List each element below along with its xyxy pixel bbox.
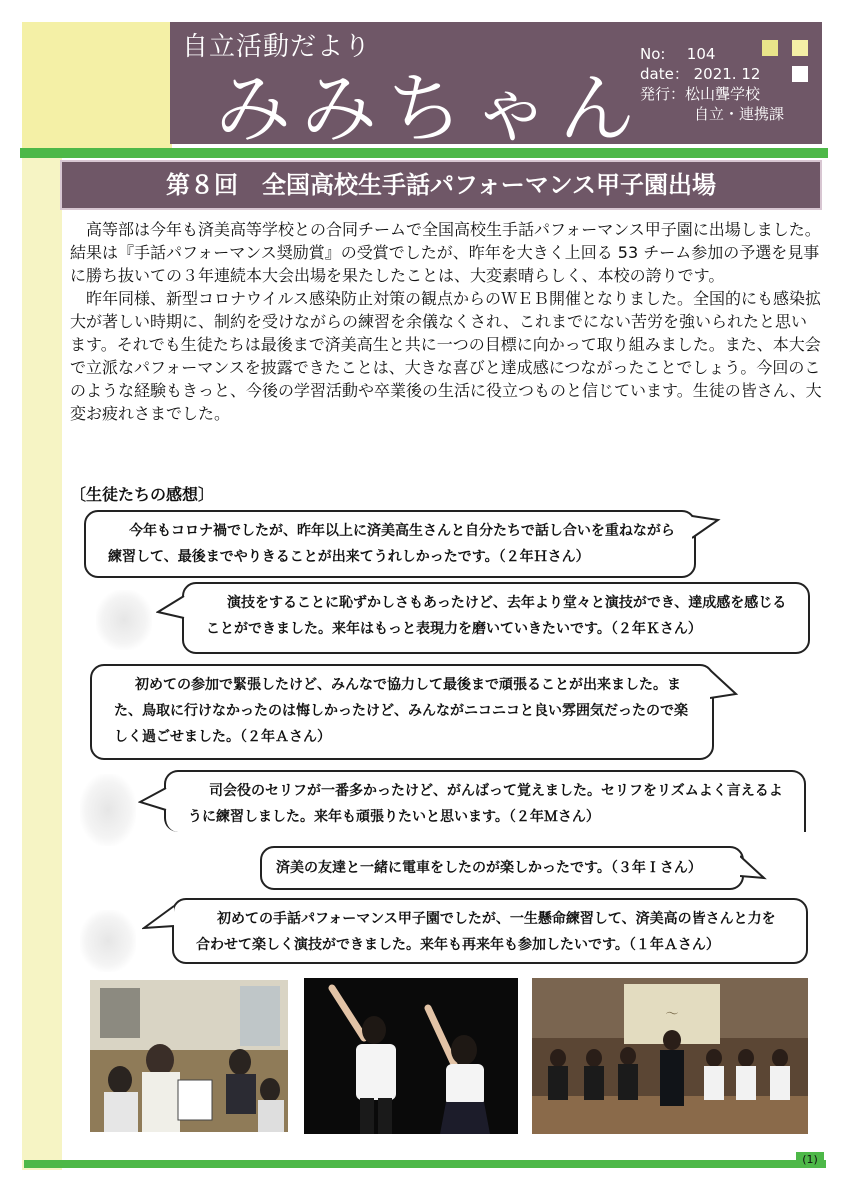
date-label: date： xyxy=(640,65,689,83)
comment-text-4: 司会役のセリフが一番多かったけど、がんばって覚えました。セリフをリズムよく言えるように練習しました。来年も頑張りたいと思います。（２年Ｍさん） xyxy=(188,783,783,825)
bubble-tail-6 xyxy=(142,904,176,934)
date-value: 2021. 12 xyxy=(693,65,761,83)
svg-text:〜: 〜 xyxy=(665,1007,679,1022)
section-label: 〔生徒たちの感想〕 xyxy=(70,485,215,504)
bubble-tail-2 xyxy=(156,594,186,624)
article-title: 第８回 全国高校生手話パフォーマンス甲子園出場 xyxy=(165,171,717,199)
issue-info xyxy=(640,44,784,124)
photo-stage-performers-image xyxy=(304,978,518,1134)
publisher-school: 松山聾学校 xyxy=(685,85,761,103)
page-number: (1) xyxy=(796,1152,824,1168)
photo-practice-room-image xyxy=(90,980,288,1132)
comment-bubble-3 xyxy=(90,664,714,760)
decor-square-white xyxy=(792,66,808,82)
blurred-face-1 xyxy=(96,590,152,650)
comment-text-1: 今年もコロナ禍でしたが、昨年以上に済美高生さんと自分たちで話し合いを重ねながら練習して、最後までやりきることが出来てうれしかったです。（２年Ｈさん） xyxy=(108,523,675,565)
issue-no-value: 104 xyxy=(686,45,716,63)
article-title-bar xyxy=(60,160,822,210)
bubble-tail-4 xyxy=(138,786,168,816)
paragraph-2: 昨年同様、新型コロナウイルス感染防止対策の観点からのＷＥＢ開催となりました。全国的にも感染拡大が著しい時期に、制約を受けながらの練習を余儀なくされ、これまでにない苦労を強いられたと思います。それでも生徒たちは最後まで済美高生と共に一つの目標に向かって取り組みました。また、本大会で立派なパフォーマンスを披露できたことは、大きな喜びと達成感につながったことでしょう。今回のこのような経験もきっと、今後の学習活動や卒業後の生活に役立つものと信じています。生徒の皆さん、大変お疲れさまでした。 xyxy=(70,289,822,423)
blurred-face-3 xyxy=(80,910,136,972)
decor-square-yellow xyxy=(762,40,778,56)
bubble-tail-3 xyxy=(710,668,740,702)
photo-stage-performers xyxy=(304,978,518,1134)
newsletter-subtitle: 自立活動だより xyxy=(182,32,372,62)
decor-square-pale-yellow xyxy=(792,40,808,56)
left-margin-band xyxy=(22,158,62,1170)
issue-no-label: No: xyxy=(640,45,666,63)
header-yellow-block xyxy=(22,22,172,148)
blurred-face-2 xyxy=(80,774,136,846)
publisher-label: 発行： xyxy=(640,85,686,103)
comment-text-3: 初めての参加で緊張したけど、みんなで協力して最後まで頑張ることが出来ました。また、鳥取に行けなかったのは悔しかったけど、みんながニコニコと良い雰囲気だったので楽しく過ごせました。（２年Ａさん） xyxy=(114,677,688,745)
bubble-tail-5 xyxy=(740,854,770,884)
comment-bubble-4 xyxy=(164,770,806,832)
photo-practice-room xyxy=(90,980,288,1132)
paragraph-1: 高等部は今年も済美高等学校との合同チームで全国高校生手話パフォーマンス甲子園に出場しました。結果は『手話パフォーマンス奨励賞』の受賞でしたが、昨年を大きく上回る 53 チーム参加の予選を見事に勝ち抜いての３年連続本大会出場を果たしたことは、大変素晴らしく、本校の誇りです。 xyxy=(70,220,821,285)
photo-group-stage xyxy=(532,978,808,1134)
comment-bubble-6 xyxy=(172,898,808,964)
comment-text-2: 演技をすることに恥ずかしさもあったけど、去年より堂々と演技ができ、達成感を感じることができました。来年はもっと表現力を磨いていきたいです。（２年Ｋさん） xyxy=(206,595,787,637)
comment-text-5: 済美の友達と一緒に電車をしたのが楽しかったです。（３年Ｉさん） xyxy=(276,860,702,876)
comment-bubble-1 xyxy=(84,510,696,578)
comment-text-6: 初めての手話パフォーマンス甲子園でしたが、一生懸命練習して、済美高の皆さんと力を合わせて楽しく演技ができました。来年も再来年も参加したいです。（１年Ａさん） xyxy=(196,911,776,953)
bubble-tail-1 xyxy=(692,514,722,544)
publisher-dept: 自立・連携課 xyxy=(694,105,785,123)
footer-green-rule xyxy=(24,1160,826,1168)
comment-bubble-5 xyxy=(260,846,744,890)
newsletter-title: みみちゃん xyxy=(215,64,645,153)
article-body xyxy=(70,218,822,425)
photo-group-stage-image xyxy=(532,978,808,1134)
comment-bubble-2 xyxy=(182,582,810,654)
